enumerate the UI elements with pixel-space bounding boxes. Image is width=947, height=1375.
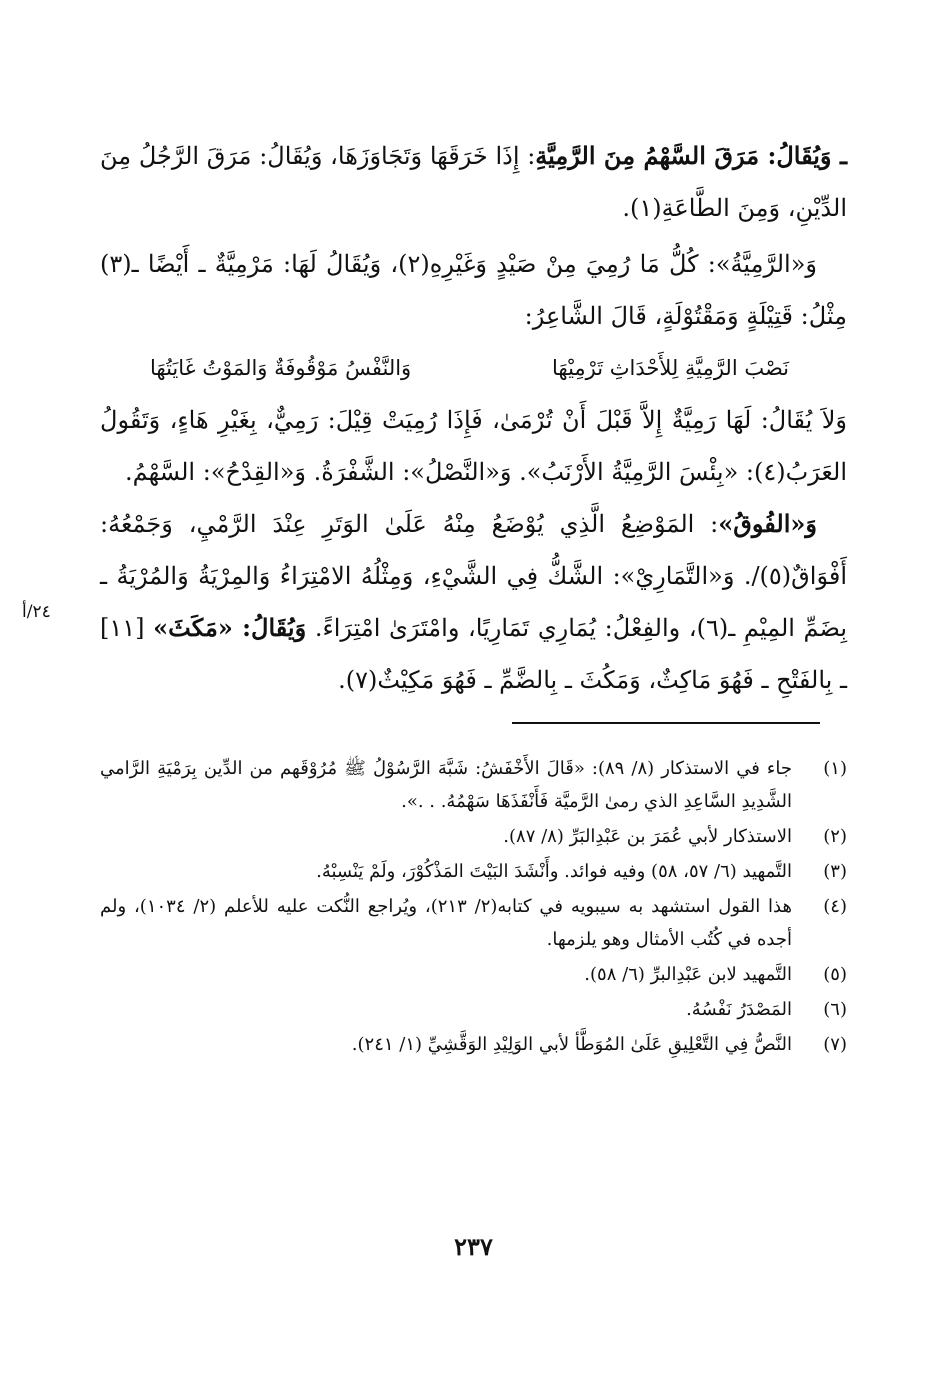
page-number: ٢٣٧ (454, 1232, 493, 1261)
footnote-text: النَّصُّ فِي التَّعْلِيقِ عَلَىٰ المُوَطَّأ لأبي الوَلِيْدِ الوَقَّشِيِّ (١/ ٢٤١). (351, 1034, 792, 1055)
footnote-number: (٧) (823, 1034, 847, 1055)
verse-first-hemistich: نَصْبَ الرَّمِيَّةِ لِلأَحْدَاثِ تَرْمِيْهَا (552, 356, 789, 380)
verse-second-hemistich: وَالنَّفْسُ مَوْقُوفَةٌ وَالمَوْتُ غَايَتُهَا (150, 356, 412, 380)
footnote (100, 890, 847, 956)
footnote-text: التَّمهيد (٦/ ٥٧، ٥٨) وفيه فوائد. وأَنْشَدَ البَيْتَ المَذْكُوْرَ، ولَمْ يَنْسِبْهُ. (316, 861, 792, 882)
verse-line (100, 346, 847, 390)
paragraph-2: وَ«الرَّمِيَّةُ»: كُلُّ مَا رُمِيَ مِنْ صَيْدٍ وَغَيْرِهِ(٢)، وَيُقَالُ لَهَا: مَرْمِيَّةٌ ـ أَيْضًا ـ(٣) مِثْلُ: قَتِيْلَةٍ وَمَقْتُوْلَةٍ، قَالَ الشَّاعِرُ: (100, 250, 847, 330)
footnote-divider (512, 722, 820, 724)
headword-bold-fuq: وَ«الفُوقُ» (718, 509, 817, 538)
footnote (100, 820, 847, 853)
footnote-text: الاستذكار لأبي عُمَرَ بن عَبْدِالبَرِّ (٨/ ٨٧). (503, 826, 792, 847)
paragraph-4 (100, 498, 847, 706)
footnotes (100, 752, 847, 1063)
footnote-number: (٤) (823, 896, 847, 917)
footnote (100, 993, 847, 1026)
margin-folio-note: ٢٤/أ (22, 602, 51, 622)
footnote-number: (١) (823, 758, 847, 779)
paragraph-1 (100, 130, 847, 234)
footnote (100, 752, 847, 818)
footnote-text: هذا القول استشهد به سيبويه في كتابه(٢/ ٢١٣)، ويُراجع النُّكت عليه للأعلم (٢/ ١٠٣٤)، ولم أجده في كُتُب الأمثال وهو يلزمها. (100, 896, 792, 950)
headword-bold-makath: وَيُقَالُ: «مَكَثَ» (153, 613, 307, 642)
paragraph-4-end: [١١] ـ بِالفَتْحِ ـ فَهُوَ مَاكِثٌ، وَمَكُثَ ـ بِالضَّمِّ ـ فَهُوَ مَكِيْثٌ(٧). (100, 614, 847, 694)
footnote-text: المَصْدَرُ نَفْسُهُ. (686, 999, 792, 1020)
paragraph-1-text: : إِذَا خَرَقَهَا وَتَجَاوَزَهَا، وَيُقَالُ: مَرَقَ الرَّجُلُ مِنَ الدِّيْنِ، وَمِنَ الطَّاعَةِ(١). (100, 142, 847, 222)
paragraph-3: وَلاَ يُقَالُ: لَهَا رَمِيَّةٌ إِلاَّ قَبْلَ أَنْ تُرْمَىٰ، فَإِذَا رُمِيَتْ قِيْلَ: رَمِيٌّ، بِغَيْرِ هَاءٍ، وَتَقُولُ العَرَبُ(٤): «بِئْسَ الرَّمِيَّةُ الأَرْنَبُ». وَ«النَّصْلُ»: الشَّفْرَةُ. وَ«القِدْحُ»: السَّهْمُ. (100, 406, 847, 486)
footnote-number: (٣) (823, 861, 847, 882)
footnote (100, 958, 847, 991)
footnote (100, 855, 847, 888)
footnote-number: (٢) (823, 826, 847, 847)
footnote-number: (٥) (823, 964, 847, 985)
headword-bold: ـ وَيُقَالُ: مَرَقَ السَّهْمُ مِنَ الرَّمِيَّةِ (535, 141, 847, 170)
footnote-number: (٦) (823, 999, 847, 1020)
footnote (100, 1028, 847, 1061)
main-text (100, 130, 847, 706)
footnote-text: جاء في الاستذكار (٨/ ٨٩): «قَالَ الأَخْفَشُ: شَبَّهَ الرَّسُوْلُ ﷺ مُرُوْقَهم من الدِّين بِرَمْيَةِ الرَّامي الشَّدِيدِ السَّاعِدِ الذي رمىٰ الرَّميَّة فَأَنْفَذَهَا سَهْمُهُ. . .». (100, 758, 792, 812)
paragraph-4-text: : المَوْضِعُ الَّذِي يُوْضَعُ مِنْهُ عَلَىٰ الوَتَرِ عِنْدَ الرَّمْيِ، وَجَمْعُهُ: أَفْوَاقٌ(٥)/. وَ«التَّمَارِيْ»: الشَّكُّ فِي الشَّيْءِ، وَمِثْلُهُ الامْتِرَاءُ وَالمِرْيَةُ وَالمُرْيَةُ ـ بِضَمِّ المِيْمِ ـ(٦)، والفِعْلُ: يُمَارِي تَمَارِيًا، وامْتَرَىٰ امْتِرَاءً. (100, 510, 848, 642)
footnote-text: التَّمهيد لابن عَبْدِالبرِّ (٦/ ٥٨). (584, 964, 792, 985)
